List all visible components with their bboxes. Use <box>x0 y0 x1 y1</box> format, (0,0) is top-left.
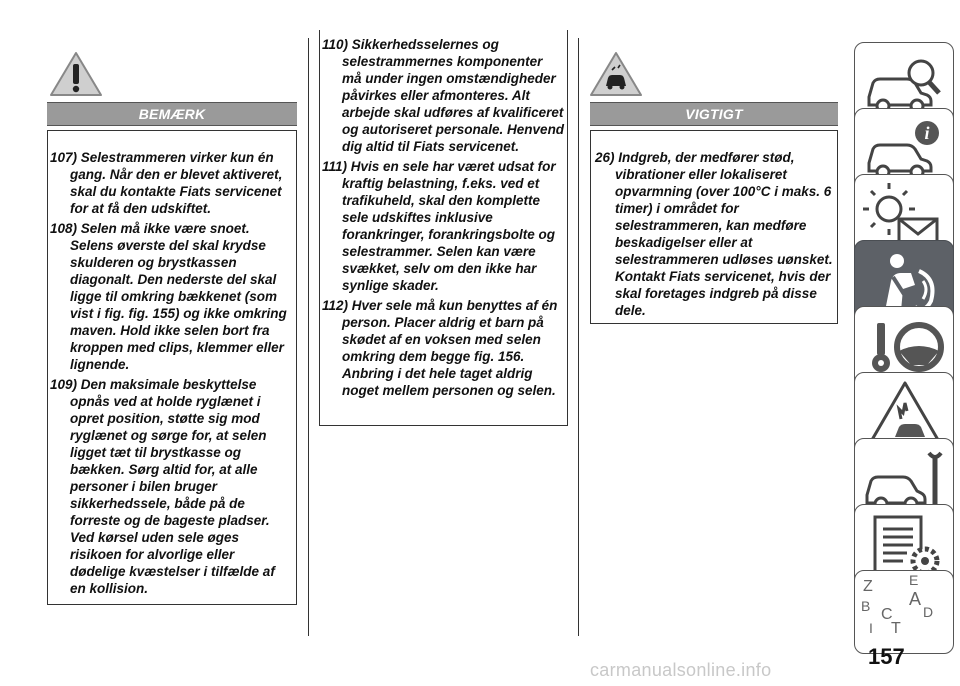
road-danger-triangle-icon <box>588 50 644 98</box>
index-letter: E <box>909 572 919 588</box>
warning-triangle-icon <box>48 50 104 98</box>
important-banner: VIGTIGT <box>590 102 838 126</box>
note-item: 26) Indgreb, der medfører stød, vibrationer eller lokaliseret opvarmning (over 100°C i maks. 6 timer) i området for selestrammeren, kan medføre beskadigelser eller at selestrammeren udløses uønsket. Kontakt Fiats servicenet, hvis der skal foretages indgreb på disse dele. <box>595 150 833 318</box>
note-box-middle <box>319 30 568 426</box>
index-letter: D <box>923 604 934 620</box>
note-item: 111) Hvis en sele har været udsat for kraftig belastning, f.eks. ved et trafikuheld, skal den komplette sele udskiftes inklusive forankringer, forankringsbolte og selestrammer. Selen kan være svækket, selv om den ikke har synlige skader. <box>322 159 556 293</box>
index-letter: T <box>891 620 901 637</box>
watermark: carmanualsonline.info <box>590 660 772 680</box>
page-number: 157 <box>868 644 905 669</box>
note-item: 108) Selen må ikke være snoet. Selens øverste del skal krydse skulderen og brystkassen diagonalt. Den nederste del skal ligge til omkring bækkenet (som vist i fig. fig. 155) og ikke omkring maven. Hold ikke selen bort fra kroppen med clips, klemmer eller lignende. <box>50 221 287 372</box>
note-list <box>322 36 565 399</box>
note-item: 109) Den maksimale beskyttelse opnås ved at holde ryglænet i opret position, støtte sig mod ryglænet og sørge for, at selen ligget tæt til brystkasse og bækken. Sørg altid for, at alle personer i bilen bruger sikkerhedssele, både på de forreste og de bageste pladser. Ved kørsel uden sele øges risikoen for alvorlige eller dødelige kvæstelser i tilfælde af en kollision. <box>50 377 275 596</box>
index-letter: C <box>881 606 893 623</box>
index-letter: Z <box>863 578 873 595</box>
note-box-left <box>47 130 297 605</box>
column-divider-left <box>308 38 309 636</box>
tab-alphabetical-index[interactable] <box>854 570 954 654</box>
index-letter: A <box>909 589 922 609</box>
note-item: 110) Sikkerhedsselernes og selestrammernes komponenter må under ingen omstændigheder påvirkes eller afmonteres. Alt arbejde skal udføres af kvalificeret og autoriseret personale. Henvend dig altid til Fiats servicenet. <box>322 37 565 154</box>
column-divider-right <box>578 38 579 636</box>
index-letter: B <box>861 598 871 614</box>
note-list <box>595 149 833 319</box>
alphabet-index-icon <box>855 571 955 655</box>
svg-text:i: i <box>924 123 930 143</box>
note-item: 107) Selestrammeren virker kun én gang. Når den er blevet aktiveret, skal du kontakte Fiats servicenet for at få den udskiftet. <box>50 150 283 216</box>
index-letter: I <box>869 620 873 636</box>
note-item: 112) Hver sele må kun benyttes af én person. Placer aldrig et barn på skødet af en voksen med selen omkring dem begge fig. 156. Anbring i det hele taget aldrig noget mellem personen og selen. <box>322 298 558 398</box>
note-box-right <box>590 130 838 324</box>
note-banner: BEMÆRK <box>47 102 297 126</box>
note-list <box>50 149 292 597</box>
